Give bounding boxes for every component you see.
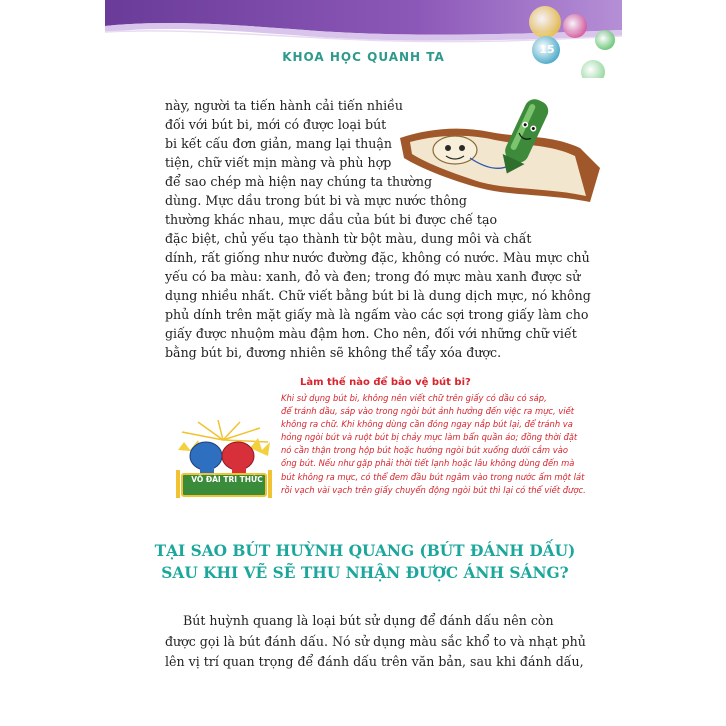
pen-illustration bbox=[400, 98, 600, 208]
header-title: KHOA HỌC QUANH TA bbox=[282, 50, 445, 64]
page-number: 15 bbox=[539, 43, 555, 56]
intro-line: bằng bút bi, đương nhiên sẽ không thể tẩy xóa được. bbox=[165, 345, 502, 360]
intro-line: này, người ta tiến hành cải tiến nhiều bbox=[165, 98, 403, 113]
right-margin bbox=[622, 0, 726, 726]
section-line: lên vị trí quan trọng để đánh dấu trên văn bản, sau khi đánh dấu, bbox=[165, 654, 584, 669]
intro-line: phủ dính trên mặt giấy mà là ngấm vào các sợi trong giấy làm cho bbox=[165, 307, 589, 322]
intro-line: thường khác nhau, mực dầu của bút bi được chế tạo bbox=[165, 212, 498, 227]
intro-line: dính, rất giống như nước đường đặc, không có nước. Màu mực chủ bbox=[165, 250, 590, 265]
knowledge-box-line: hỏng ngòi bút và ruột bút bị chảy mực làm bẩn quần áo; đồng thời đặt bbox=[281, 432, 578, 443]
left-margin bbox=[0, 0, 105, 726]
intro-line: dùng. Mực dầu trong bút bi và mực nước thông bbox=[165, 193, 467, 208]
knowledge-box-line: rồi vạch vài vạch trên giấy chuyển động ngòi bút thì lại có thể viết được. bbox=[281, 484, 586, 495]
intro-line: đối với bút bi, mới có được loại bút bbox=[165, 117, 387, 132]
intro-line: bi kết cấu đơn giản, mang lại thuận bbox=[165, 136, 392, 151]
section-line: Bút huỳnh quang là loại bút sử dụng để đánh dấu nên còn bbox=[183, 613, 554, 628]
section-line: được gọi là bút đánh dấu. Nó sử dụng màu sắc khổ to và nhạt phủ bbox=[165, 633, 586, 649]
intro-line: đặc biệt, chủ yếu tạo thành từ bột màu, dung môi và chất bbox=[165, 231, 532, 246]
boxing-gloves-icon bbox=[168, 420, 278, 500]
section-paragraph bbox=[165, 611, 586, 673]
knowledge-box-line: Khi sử dụng bút bi, không nên viết chữ trên giấy có dầu có sáp, bbox=[281, 393, 547, 403]
page-header bbox=[105, 0, 622, 78]
knowledge-box-text bbox=[281, 392, 586, 497]
knowledge-box-title: Làm thế nào để bảo vệ bút bi? bbox=[300, 377, 471, 388]
intro-line: dụng nhiều nhất. Chữ viết bằng bút bi là dung dịch mực, nó không bbox=[165, 288, 591, 303]
knowledge-box-line: nó cần thận trong hộp bút hoặc hướng ngòi bút xuống dưới cắm vào bbox=[281, 445, 568, 456]
section-heading bbox=[140, 540, 590, 584]
knowledge-box-line: không ra chữ. Khi không dùng cần đóng ngay nắp bút lại, để tránh va bbox=[281, 419, 573, 430]
knowledge-box-line: bút không ra mực, có thể đem đầu bút ngâm vào trong nước ấm một lát bbox=[281, 471, 585, 482]
badge-label: VÕ ĐÀI TRI THỨC bbox=[191, 475, 263, 484]
knowledge-box-line: ống bút. Nếu như gặp phải thời tiết lạnh hoặc lâu không dùng đến mà bbox=[281, 458, 575, 469]
section-heading-line: TẠI SAO BÚT HUỲNH QUANG (BÚT ĐÁNH DẤU) bbox=[154, 542, 576, 560]
intro-line: yếu có ba màu: xanh, đỏ và đen; trong đó mực màu xanh được sử bbox=[165, 269, 581, 284]
knowledge-box-line: để tránh dầu, sáp vào trong ngòi bút ảnh hưởng đến việc ra mực, viết bbox=[281, 406, 575, 417]
intro-line: giấy được nhuộm màu đậm hơn. Cho nên, đối với những chữ viết bbox=[165, 326, 577, 341]
header-banner-graphic bbox=[105, 0, 622, 78]
intro-line: tiện, chữ viết mịn màng và phù hợp bbox=[165, 155, 392, 170]
section-heading-line: SAU KHI VẼ SẼ THU NHẬN ĐƯỢC ÁNH SÁNG? bbox=[161, 564, 569, 582]
intro-line: để sao chép mà hiện nay chúng ta thường bbox=[165, 174, 433, 189]
